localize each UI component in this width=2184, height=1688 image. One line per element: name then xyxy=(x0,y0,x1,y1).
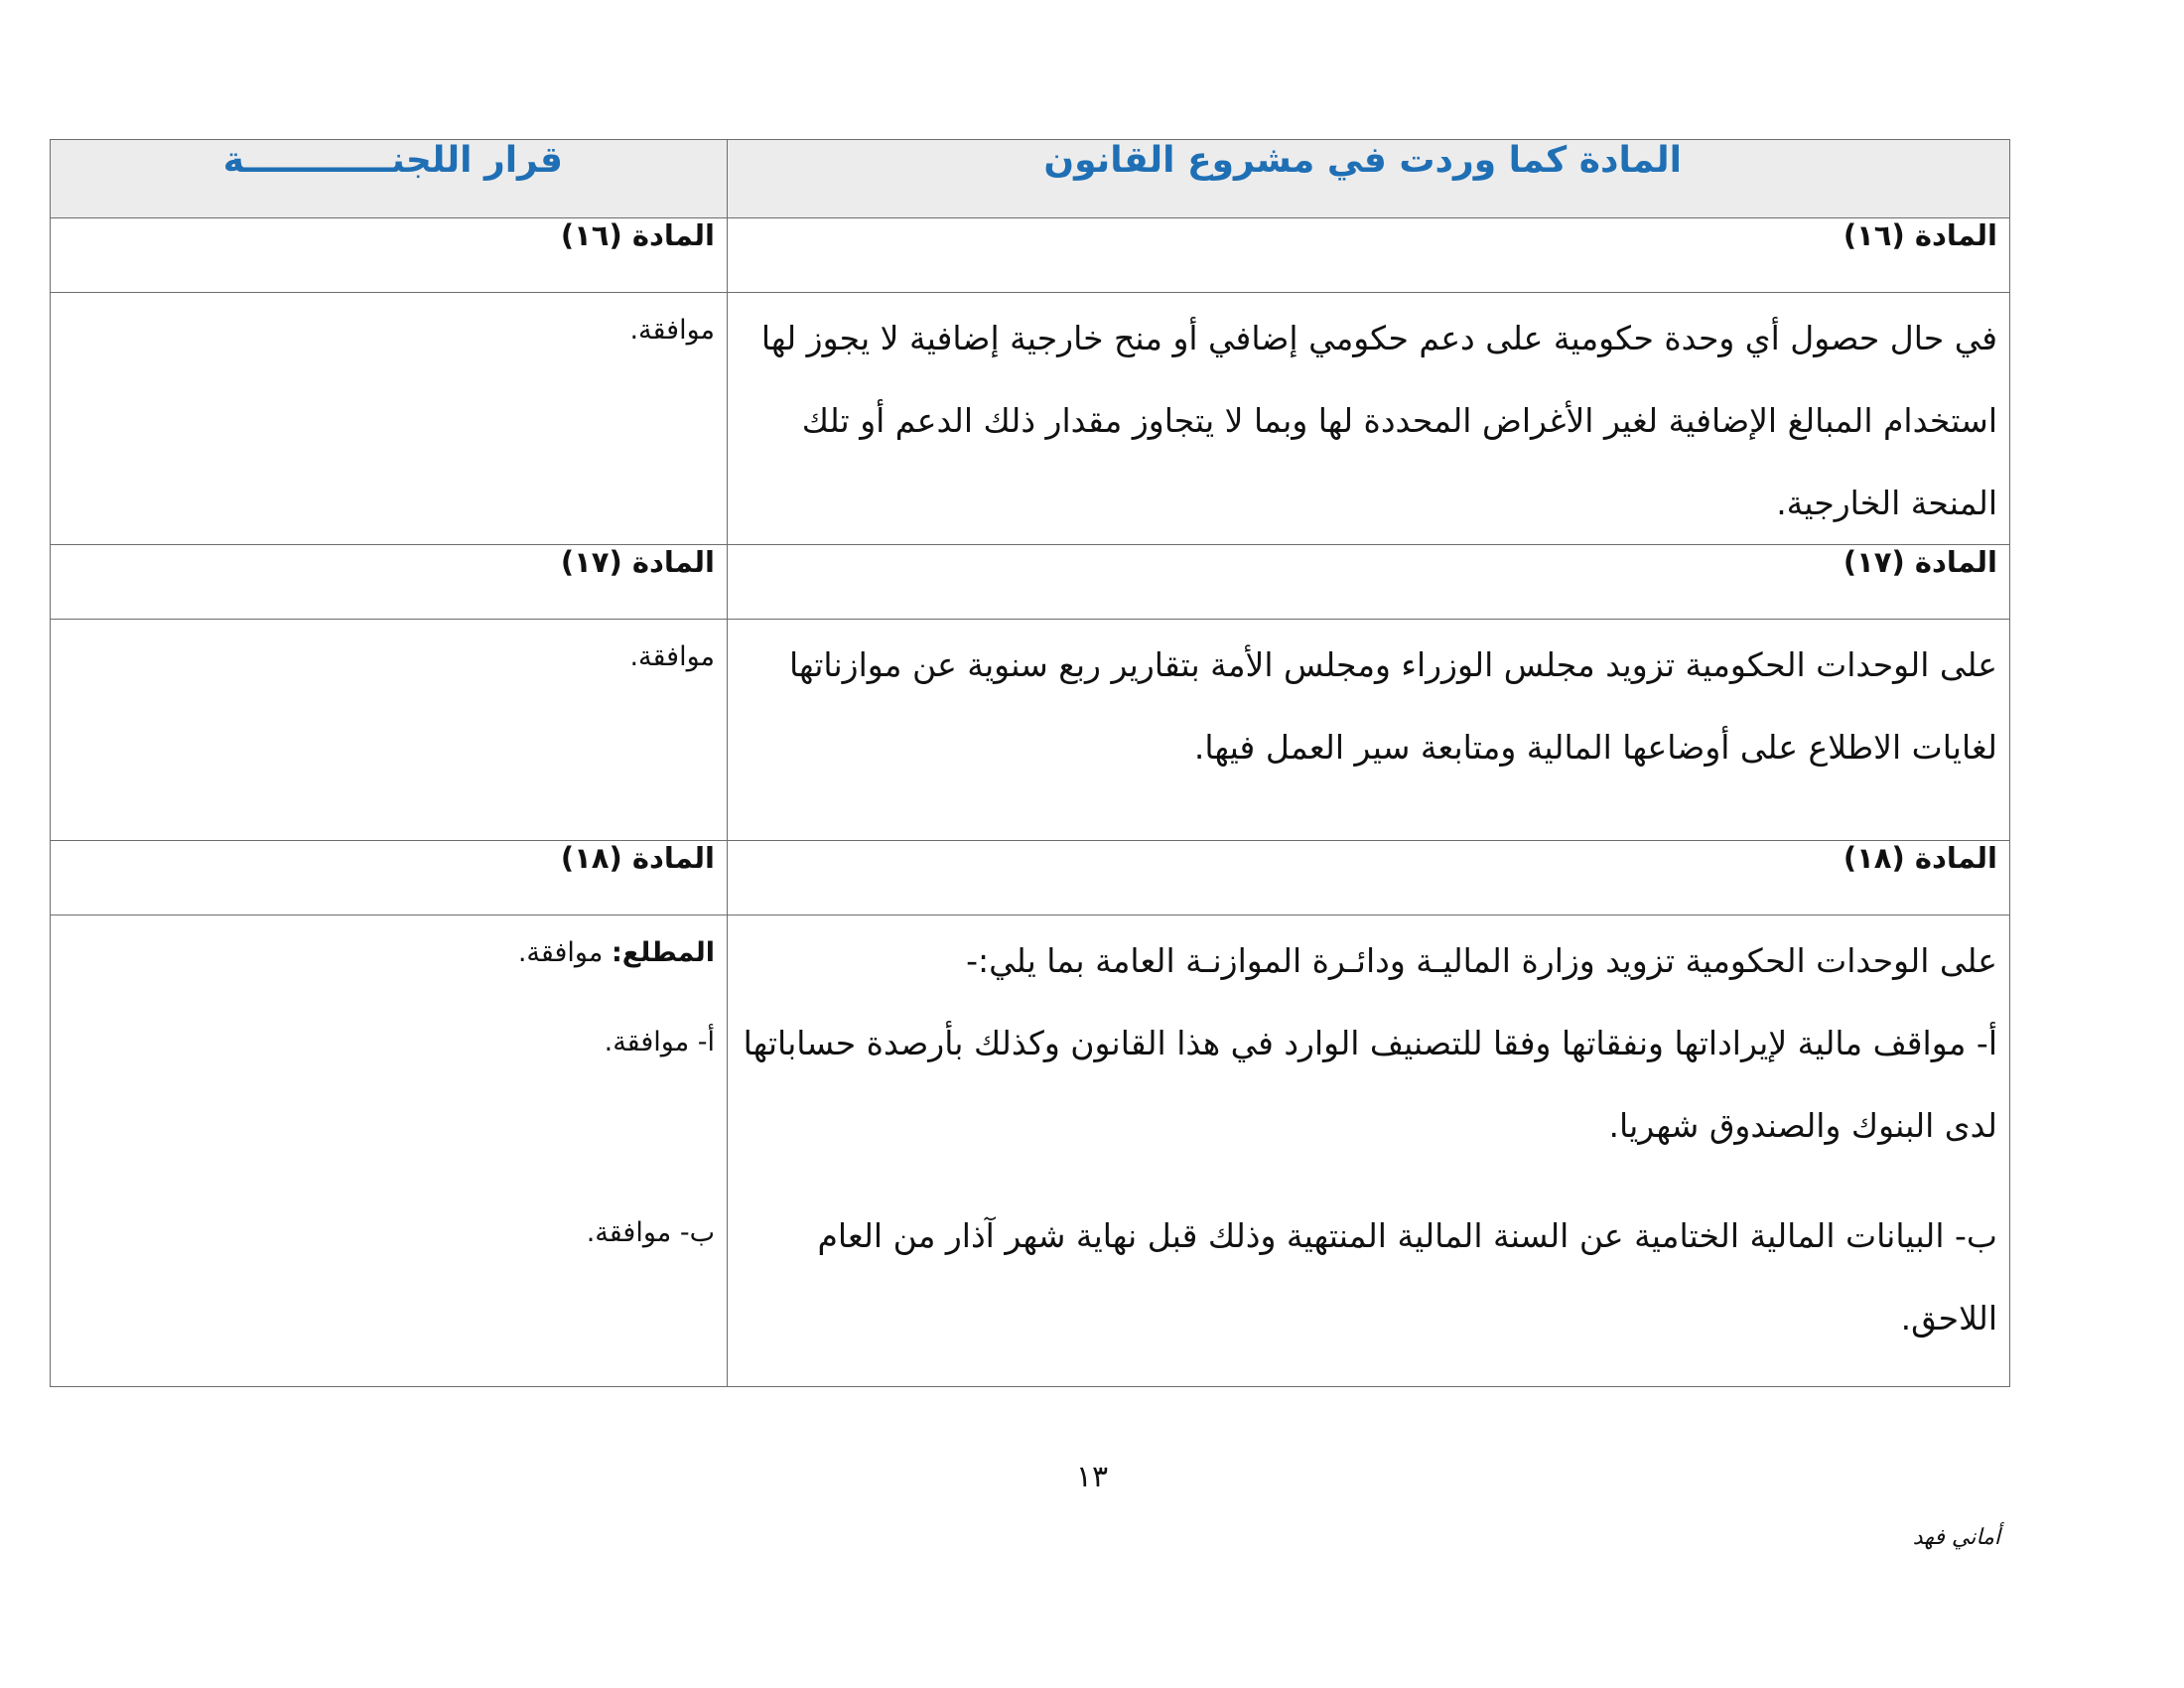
article-17-title: المادة (١٧) xyxy=(728,545,2010,620)
decision-17-text xyxy=(51,620,728,841)
decision-18-item-b: ب- موافقة. xyxy=(586,1217,715,1248)
article-17-text: على الوحدات الحكومية تزويد مجلس الوزراء ومجلس الأمة بتقارير ربع سنوية عن موازناتها لغايات الاطلاع على أوضاعها المالية ومتابعة سير العمل فيها. xyxy=(728,620,2010,841)
article-18-text xyxy=(728,915,2010,1387)
article-18-item-b: ب- البيانات المالية الختامية عن السنة المالية المنتهية وذلك قبل نهاية شهر آذار من العام اللاحق. xyxy=(817,1216,1997,1337)
decision-18-intro xyxy=(63,933,715,973)
page-number: ١٣ xyxy=(1075,1460,1109,1494)
decision-18-item-a: أ- موافقة. xyxy=(604,1027,715,1057)
article-18-title-row xyxy=(51,841,2010,915)
article-16-title: المادة (١٦) xyxy=(728,218,2010,293)
articles-table xyxy=(50,139,2010,1387)
article-18-item-a: أ- مواقف مالية لإيراداتها ونفقاتها وفقا للتصنيف الوارد في هذا القانون وكذلك بأرصدة حساباتها لدى البنوك والصندوق شهريا. xyxy=(743,1024,1997,1145)
article-17-body-row xyxy=(51,620,2010,841)
article-16-text: في حال حصول أي وحدة حكومية على دعم حكومي إضافي أو منح خارجية إضافية لا يجوز لها استخدام المبالغ الإضافية لغير الأغراض المحددة لها وبما لا يتجاوز مقدار ذلك الدعم أو تلك المنحة الخارجية. xyxy=(728,293,2010,545)
document-page xyxy=(50,139,2009,1387)
decision-18-text xyxy=(51,915,728,1387)
article-17-title-row xyxy=(51,545,2010,620)
decision-17-value: موافقة. xyxy=(629,641,715,672)
decision-16-text xyxy=(51,293,728,545)
decision-18-intro-label: المطلع: xyxy=(611,937,715,968)
signature: أماني فهد xyxy=(1912,1525,2000,1550)
article-16-title-row xyxy=(51,218,2010,293)
header-decision: قرار اللجنــــــــــــة xyxy=(51,140,728,218)
header-article: المادة كما وردت في مشروع القانون xyxy=(728,140,2010,218)
article-18-intro: على الوحدات الحكومية تزويد وزارة الماليـة ودائـرة الموازنـة العامة بما يلي:- xyxy=(966,941,1997,980)
decision-16-value: موافقة. xyxy=(629,315,715,346)
article-16-body-row xyxy=(51,293,2010,545)
article-18-title: المادة (١٨) xyxy=(728,841,2010,915)
decision-18-title: المادة (١٨) xyxy=(51,841,728,915)
decision-17-title: المادة (١٧) xyxy=(51,545,728,620)
decision-18-intro-value: موافقة. xyxy=(517,937,612,968)
table-header-row xyxy=(51,140,2010,218)
article-18-body-row xyxy=(51,915,2010,1387)
decision-16-title: المادة (١٦) xyxy=(51,218,728,293)
